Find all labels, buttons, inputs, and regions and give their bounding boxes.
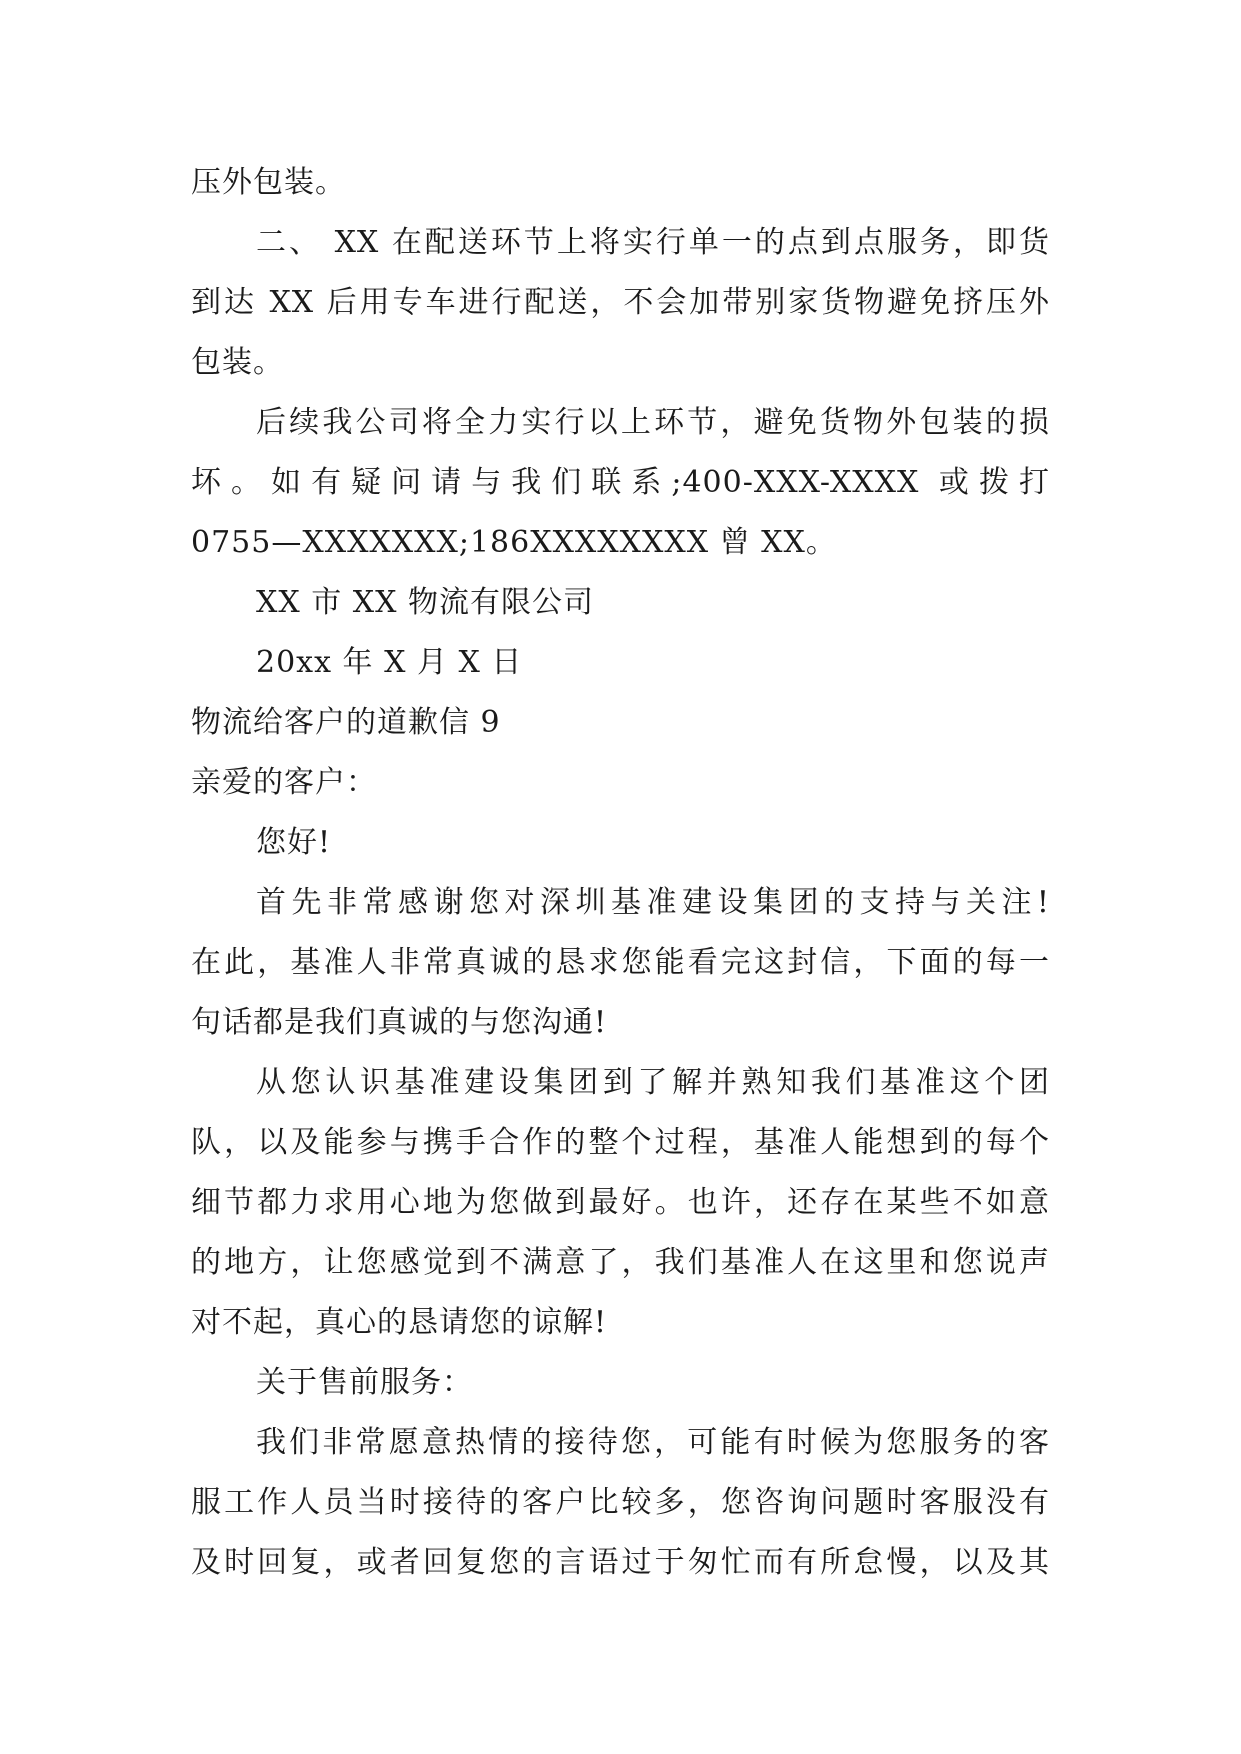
text-line: 首先非常感谢您对深圳基准建设集团的支持与关注!: [256, 885, 1050, 920]
text-line: 队，以及能参与携手合作的整个过程，基准人能想到的每个: [191, 1125, 1050, 1160]
letter-heading: 物流给客户的道歉信 9: [191, 705, 501, 740]
company-name: XX 市 XX 物流有限公司: [256, 585, 595, 620]
text-line: 我们非常愿意热情的接待您，可能有时候为您服务的客: [256, 1425, 1050, 1460]
section-heading: 关于售前服务：: [256, 1365, 473, 1400]
letter-date: 20xx 年 X 月 X 日: [256, 645, 523, 680]
text-line: 0755—XXXXXXX;186XXXXXXXX 曾 XX。: [191, 525, 837, 560]
greeting: 您好!: [256, 825, 332, 860]
text-line: 细节都力求用心地为您做到最好。也许，还存在某些不如意: [191, 1185, 1050, 1220]
text-line: 从您认识基准建设集团到了解并熟知我们基准这个团: [256, 1065, 1050, 1100]
text-line: 在此，基准人非常真诚的恳求您能看完这封信，下面的每一: [191, 945, 1050, 980]
text-line: 服工作人员当时接待的客户比较多，您咨询问题时客服没有: [191, 1485, 1050, 1520]
text-line: 二、 XX 在配送环节上将实行单一的点到点服务，即货: [256, 225, 1050, 260]
text-line: 对不起，真心的恳请您的谅解!: [191, 1305, 608, 1340]
text-line: 的地方，让您感觉到不满意了，我们基准人在这里和您说声: [191, 1245, 1050, 1280]
text-line: 后续我公司将全力实行以上环节，避免货物外包装的损: [256, 405, 1050, 440]
text-line: 及时回复，或者回复您的言语过于匆忙而有所怠慢，以及其: [191, 1545, 1050, 1580]
text-line: 压外包装。: [191, 165, 346, 200]
text-line: 包装。: [191, 345, 284, 380]
text-line: 坏。如有疑问请与我们联系;400-XXX-XXXX 或拨打: [191, 465, 1050, 500]
text-line: 到达 XX 后用专车进行配送，不会加带别家货物避免挤压外: [191, 285, 1050, 320]
salutation: 亲爱的客户：: [191, 765, 377, 800]
letter-body: [191, 153, 1050, 1593]
text-line: 句话都是我们真诚的与您沟通!: [191, 1005, 608, 1040]
